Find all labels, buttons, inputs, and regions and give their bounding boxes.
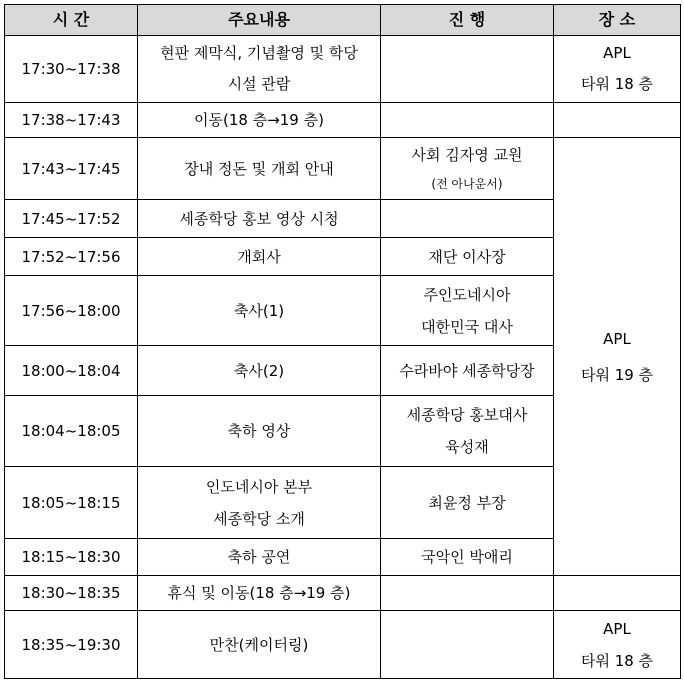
content-cell: 장내 정돈 및 개회 안내 xyxy=(138,138,381,200)
place-cell xyxy=(554,611,681,679)
place-line: APL xyxy=(603,619,631,638)
schedule-table xyxy=(4,4,681,679)
time-cell: 18:05~18:15 xyxy=(5,467,138,539)
content-cell xyxy=(138,36,381,103)
place-cell xyxy=(554,103,681,138)
host-cell xyxy=(381,36,554,103)
time-cell: 18:30~18:35 xyxy=(5,576,138,611)
place-line: APL xyxy=(603,329,631,348)
content-cell: 이동(18 층→19 층) xyxy=(138,103,381,138)
content-cell: 축하 공연 xyxy=(138,539,381,576)
table-row xyxy=(5,576,681,611)
time-cell: 17:30~17:38 xyxy=(5,36,138,103)
host-cell: 수라바야 세종학당장 xyxy=(381,346,554,396)
header-place: 장 소 xyxy=(554,5,681,36)
time-cell: 17:45~17:52 xyxy=(5,200,138,238)
header-time: 시 간 xyxy=(5,5,138,36)
table-row xyxy=(5,611,681,679)
time-cell: 17:52~17:56 xyxy=(5,238,138,276)
host-line: 세종학당 홍보대사 xyxy=(406,406,528,424)
time-cell: 17:38~17:43 xyxy=(5,103,138,138)
place-line: APL xyxy=(603,44,631,62)
content-cell: 축하 영상 xyxy=(138,396,381,467)
time-cell: 17:43~17:45 xyxy=(5,138,138,200)
content-line: 인도네시아 본부 xyxy=(205,477,313,496)
place-cell xyxy=(554,138,681,576)
header-row xyxy=(5,5,681,36)
time-cell: 18:15~18:30 xyxy=(5,539,138,576)
host-cell xyxy=(381,138,554,200)
host-line: 육성재 xyxy=(445,438,489,456)
content-line: 현판 제막식, 기념촬영 및 학당 xyxy=(160,44,358,62)
time-cell: 18:00~18:04 xyxy=(5,346,138,396)
host-cell xyxy=(381,200,554,238)
content-cell: 세종학당 홍보 영상 시청 xyxy=(138,200,381,238)
host-cell xyxy=(381,396,554,467)
place-line: 타워 18 층 xyxy=(580,651,654,670)
table-row xyxy=(5,103,681,138)
host-cell xyxy=(381,276,554,346)
table-row xyxy=(5,138,681,200)
host-line: (전 아나운서) xyxy=(431,176,503,191)
host-cell xyxy=(381,611,554,679)
host-cell: 재단 이사장 xyxy=(381,238,554,276)
content-cell: 휴식 및 이동(18 층→19 층) xyxy=(138,576,381,611)
place-line: 타워 18 층 xyxy=(580,75,654,93)
table-row xyxy=(5,36,681,103)
host-line: 주인도네시아 xyxy=(423,285,511,304)
place-line: 타워 19 층 xyxy=(580,365,654,384)
content-cell: 축사(2) xyxy=(138,346,381,396)
place-cell xyxy=(554,36,681,103)
place-cell xyxy=(554,576,681,611)
host-cell: 최윤정 부장 xyxy=(381,467,554,539)
time-cell: 18:35~19:30 xyxy=(5,611,138,679)
content-cell xyxy=(138,467,381,539)
content-cell: 축사(1) xyxy=(138,276,381,346)
host-line: 대한민국 대사 xyxy=(421,317,513,336)
host-cell xyxy=(381,576,554,611)
header-host: 진 행 xyxy=(381,5,554,36)
host-cell xyxy=(381,103,554,138)
content-cell: 만찬(케이터링) xyxy=(138,611,381,679)
host-line: 사회 김자영 교원 xyxy=(411,145,523,164)
time-cell: 17:56~18:00 xyxy=(5,276,138,346)
content-cell: 개회사 xyxy=(138,238,381,276)
host-cell: 국악인 박애리 xyxy=(381,539,554,576)
content-line: 세종학당 소개 xyxy=(213,509,305,528)
time-cell: 18:04~18:05 xyxy=(5,396,138,467)
header-content: 주요내용 xyxy=(138,5,381,36)
content-line: 시설 관람 xyxy=(227,75,291,93)
